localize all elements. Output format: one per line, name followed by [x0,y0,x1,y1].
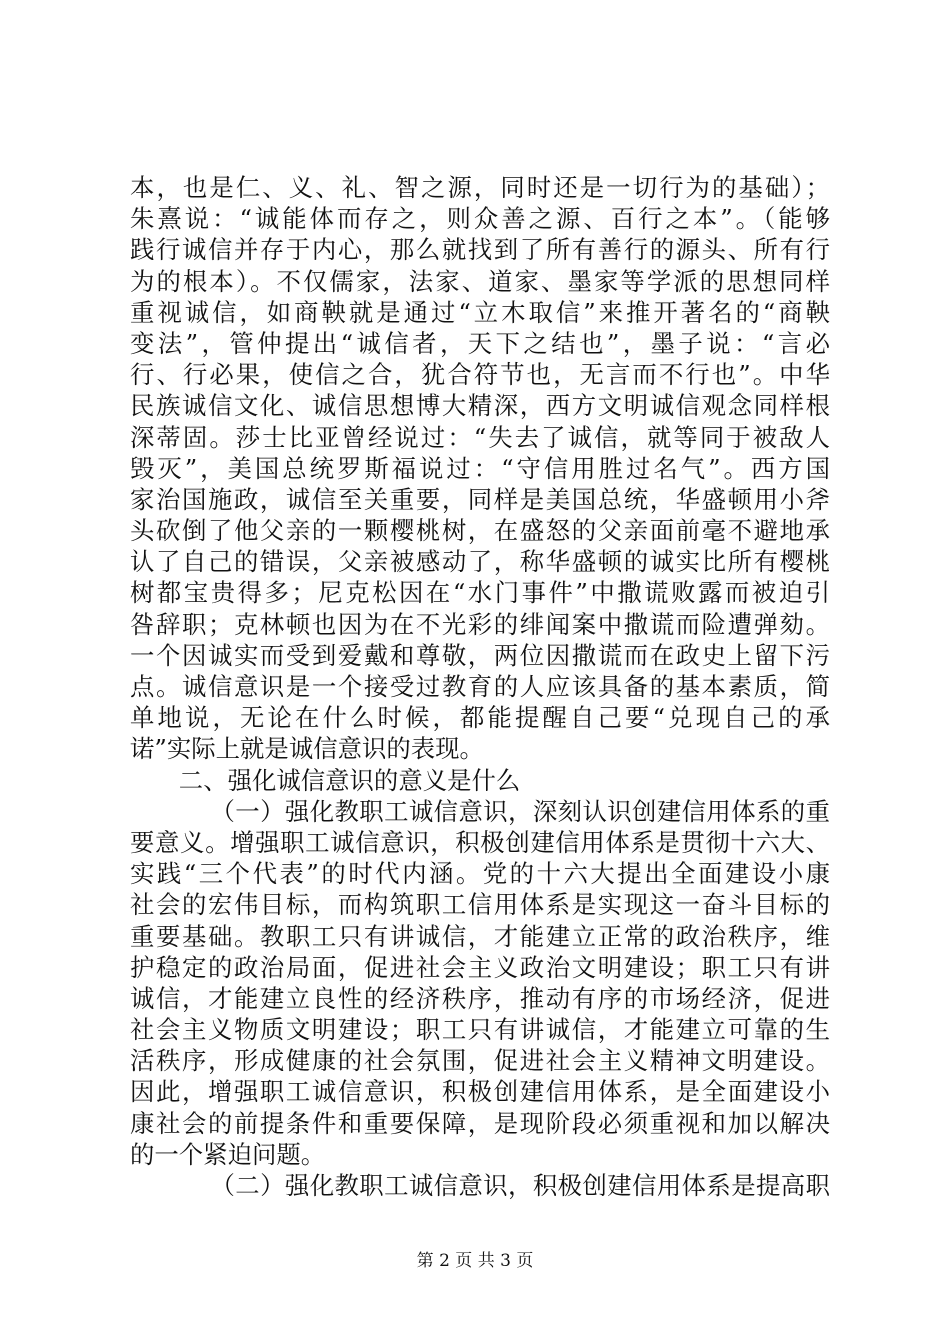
text-line: 咎辞职；克林顿也因为在不光彩的绯闻案中撒谎而险遭弹劾。 [130,609,830,639]
text-line: 为的根本）。不仅儒家，法家、道家、墨家等学派的思想同样 [130,266,830,296]
text-line: 单地说，无论在什么时候，都能提醒自己要“兑现自己的承 [130,703,830,733]
text-line: 重要基础。教职工只有讲诚信，才能建立正常的政治秩序，维 [130,921,830,951]
text-line: 本，也是仁、义、礼、智之源，同时还是一切行为的基础）； [130,173,830,202]
text-line: 行、行必果，使信之合，犹合符节也，无言而不行也”。中华 [130,360,830,390]
text-line: 朱熹说：“诚能体而存之，则众善之源、百行之本”。（能够 [130,204,830,234]
paragraph-first-line: （二）强化教职工诚信意识，积极创建信用体系是提高职 [210,1171,830,1200]
text-line: 因此，增强职工诚信意识，积极创建信用体系，是全面建设小 [130,1077,830,1107]
text-line: 头砍倒了他父亲的一颗樱桃树，在盛怒的父亲面前毫不避地承 [130,516,830,546]
text-line: 深蒂固。莎士比亚曾经说过：“失去了诚信，就等同于被敌人 [130,422,830,452]
text-line: 的一个紧迫问题。 [130,1139,326,1169]
text-line: 践行诚信并存于内心，那么就找到了所有善行的源头、所有行 [130,235,830,265]
text-line: 康社会的前提条件和重要保障，是现阶段必须重视和加以解决 [130,1108,830,1138]
text-line: 家治国施政，诚信至关重要，同样是美国总统，华盛顿用小斧 [130,484,830,514]
text-line: 要意义。增强职工诚信意识，积极创建信用体系是贯彻十六大、 [130,827,830,857]
text-line: 树都宝贵得多；尼克松因在“水门事件”中撒谎败露而被迫引 [130,578,830,608]
section-heading: 二、强化诚信意识的意义是什么 [178,765,521,795]
text-line: 诺”实际上就是诚信意识的表现。 [130,734,484,764]
text-line: 民族诚信文化、诚信思想博大精深，西方文明诚信观念同样根 [130,391,830,421]
text-line: 变法”，管仲提出“诚信者，天下之结也”，墨子说：“言必 [130,328,830,358]
text-line: 重视诚信，如商鞅就是通过“立木取信”来推开著名的“商鞅 [130,297,830,327]
text-line: 一个因诚实而受到爱戴和尊敬，两位因撒谎而在政史上留下污 [130,640,830,670]
text-line: 认了自己的错误，父亲被感动了，称华盛顿的诚实比所有樱桃 [130,547,830,577]
text-line: 护稳定的政治局面，促进社会主义政治文明建设；职工只有讲 [130,952,830,982]
text-line: 诚信，才能建立良性的经济秩序，推动有序的市场经济，促进 [130,983,830,1013]
text-line: 毁灭”，美国总统罗斯福说过：“守信用胜过名气”。西方国 [130,453,830,483]
text-line: 点。诚信意识是一个接受过教育的人应该具备的基本素质，简 [130,672,830,701]
text-line: 实践“三个代表”的时代内涵。党的十六大提出全面建设小康 [130,859,830,889]
paragraph-first-line: （一）强化教职工诚信意识，深刻认识创建信用体系的重 [210,796,830,826]
page-footer: 第 2 页 共 3 页 [416,1251,534,1271]
body-text [130,172,830,1201]
text-line: 社会的宏伟目标，而构筑职工信用体系是实现这一奋斗目标的 [130,890,830,920]
text-line: 社会主义物质文明建设；职工只有讲诚信，才能建立可靠的生 [130,1015,830,1045]
text-line: 活秩序，形成健康的社会氛围，促进社会主义精神文明建设。 [130,1046,830,1076]
